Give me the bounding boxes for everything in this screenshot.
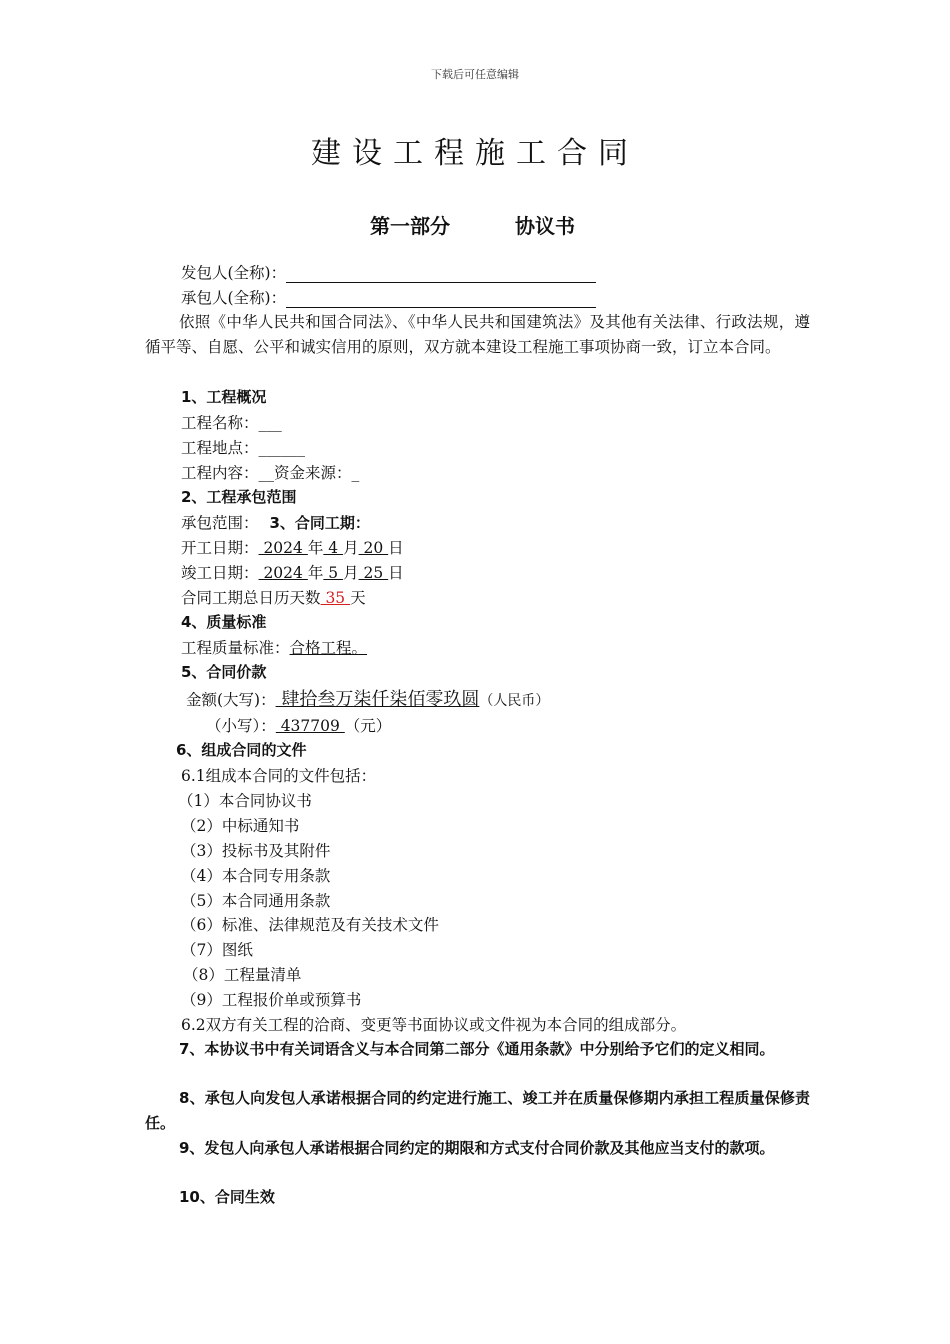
project-content-blank[interactable]: __ <box>258 464 275 482</box>
amount-lower-unit: （元） <box>344 717 392 735</box>
document-item: （8）工程量清单 <box>183 966 302 984</box>
documents-intro: 6.1组成本合同的文件包括： <box>181 767 377 785</box>
document-item: （2）中标通知书 <box>181 817 300 835</box>
document-item: （4）本合同专用条款 <box>181 867 331 885</box>
fund-source-blank[interactable]: _ <box>351 464 360 482</box>
contractor-row <box>181 286 596 308</box>
intro-paragraph: 依照《中华人民共和国合同法》、《中华人民共和国建筑法》及其他有关法律、行政法规，遵循平等、自愿、公平和诚实信用的原则，双方就本建设工程施工事项协商一致，订立本合同。 <box>145 313 810 356</box>
document-item: （9）工程报价单或预算书 <box>181 991 362 1009</box>
total-days-unit: 天 <box>350 589 366 607</box>
project-name-blank[interactable]: ___ <box>258 414 282 432</box>
scope-label: 承包范围： <box>181 514 259 532</box>
section-2-heading: 2、工程承包范围 <box>181 488 297 506</box>
end-month[interactable]: 5 <box>323 564 344 582</box>
section-6-heading: 6、组成合同的文件 <box>176 741 307 759</box>
start-date-label: 开工日期： <box>181 539 259 557</box>
amount-upper-value[interactable]: 肆拾叁万柒仟柒佰零玖圆 <box>275 689 480 710</box>
clause-9: 9、发包人向承包人承诺根据合同约定的期限和方式支付合同价款及其他应当支付的款项。 <box>179 1139 775 1157</box>
end-month-unit: 月 <box>343 564 359 582</box>
documents-note: 6.2双方有关工程的洽商、变更等书面协议或文件视为本合同的组成部分。 <box>181 1016 687 1034</box>
start-month[interactable]: 4 <box>323 539 344 557</box>
document-item: （7）图纸 <box>181 941 253 959</box>
amount-lower-label: （小写）： <box>206 717 276 735</box>
quality-row <box>181 636 367 658</box>
fund-source-label: 资金来源： <box>274 464 352 482</box>
project-place-blank[interactable]: ______ <box>258 439 306 457</box>
total-days-label: 合同工期总日历天数 <box>181 589 321 607</box>
amount-lower-value[interactable]: 437709 <box>275 717 345 735</box>
project-place-row <box>181 436 305 458</box>
total-days-row <box>181 586 366 608</box>
quality-value[interactable]: 合格工程。 <box>289 639 368 657</box>
total-days-value[interactable]: 35 <box>320 589 351 607</box>
employer-row <box>181 261 596 283</box>
amount-upper-label: 金额(大写)： <box>186 691 276 709</box>
clause-7: 7、本协议书中有关词语含义与本合同第二部分《通用条款》中分别给予它们的定义相同。 <box>179 1040 775 1058</box>
contract-title: 建设工程施工合同 <box>311 136 639 171</box>
employer-field[interactable] <box>286 264 596 283</box>
employer-label: 发包人(全称)： <box>181 264 287 282</box>
contractor-field[interactable] <box>286 289 596 308</box>
project-content-label: 工程内容： <box>181 464 259 482</box>
section-5-heading: 5、合同价款 <box>181 663 267 681</box>
end-day[interactable]: 25 <box>358 564 389 582</box>
section-1-heading: 1、工程概况 <box>181 388 267 406</box>
contractor-label: 承包人(全称)： <box>181 289 287 307</box>
quality-label: 工程质量标准： <box>181 639 290 657</box>
document-item: （6）标准、法律规范及有关技术文件 <box>181 916 439 934</box>
project-name-label: 工程名称： <box>181 414 259 432</box>
end-date-row <box>181 561 404 583</box>
clause-10-heading: 10、合同生效 <box>179 1188 275 1206</box>
amount-upper-row <box>186 685 549 711</box>
start-year[interactable]: 2024 <box>258 539 308 557</box>
part-name: 协议书 <box>515 214 575 238</box>
start-day-unit: 日 <box>388 539 404 557</box>
currency-label: （人民币） <box>479 693 550 709</box>
document-item: （1）本合同协议书 <box>178 792 312 810</box>
project-place-label: 工程地点： <box>181 439 259 457</box>
part-number: 第一部分 <box>370 214 450 238</box>
amount-lower-row <box>206 714 391 736</box>
project-name-row <box>181 411 282 433</box>
section-3-heading: 3、合同工期： <box>269 514 370 532</box>
end-date-label: 竣工日期： <box>181 564 259 582</box>
end-day-unit: 日 <box>388 564 404 582</box>
scope-row <box>181 511 370 533</box>
clause-8: 8、承包人向发包人承诺根据合同的约定进行施工、竣工并在质量保修期内承担工程质量保修责任。 <box>145 1089 810 1132</box>
section-4-heading: 4、质量标准 <box>181 613 267 631</box>
start-day[interactable]: 20 <box>358 539 389 557</box>
end-year-unit: 年 <box>307 564 324 582</box>
document-item: （5）本合同通用条款 <box>181 892 331 910</box>
start-month-unit: 月 <box>343 539 359 557</box>
end-year[interactable]: 2024 <box>258 564 308 582</box>
header-note: 下载后可任意编辑 <box>431 68 519 81</box>
start-year-unit: 年 <box>307 539 324 557</box>
start-date-row <box>181 536 404 558</box>
document-item: （3）投标书及其附件 <box>181 842 331 860</box>
project-content-row <box>181 461 359 483</box>
